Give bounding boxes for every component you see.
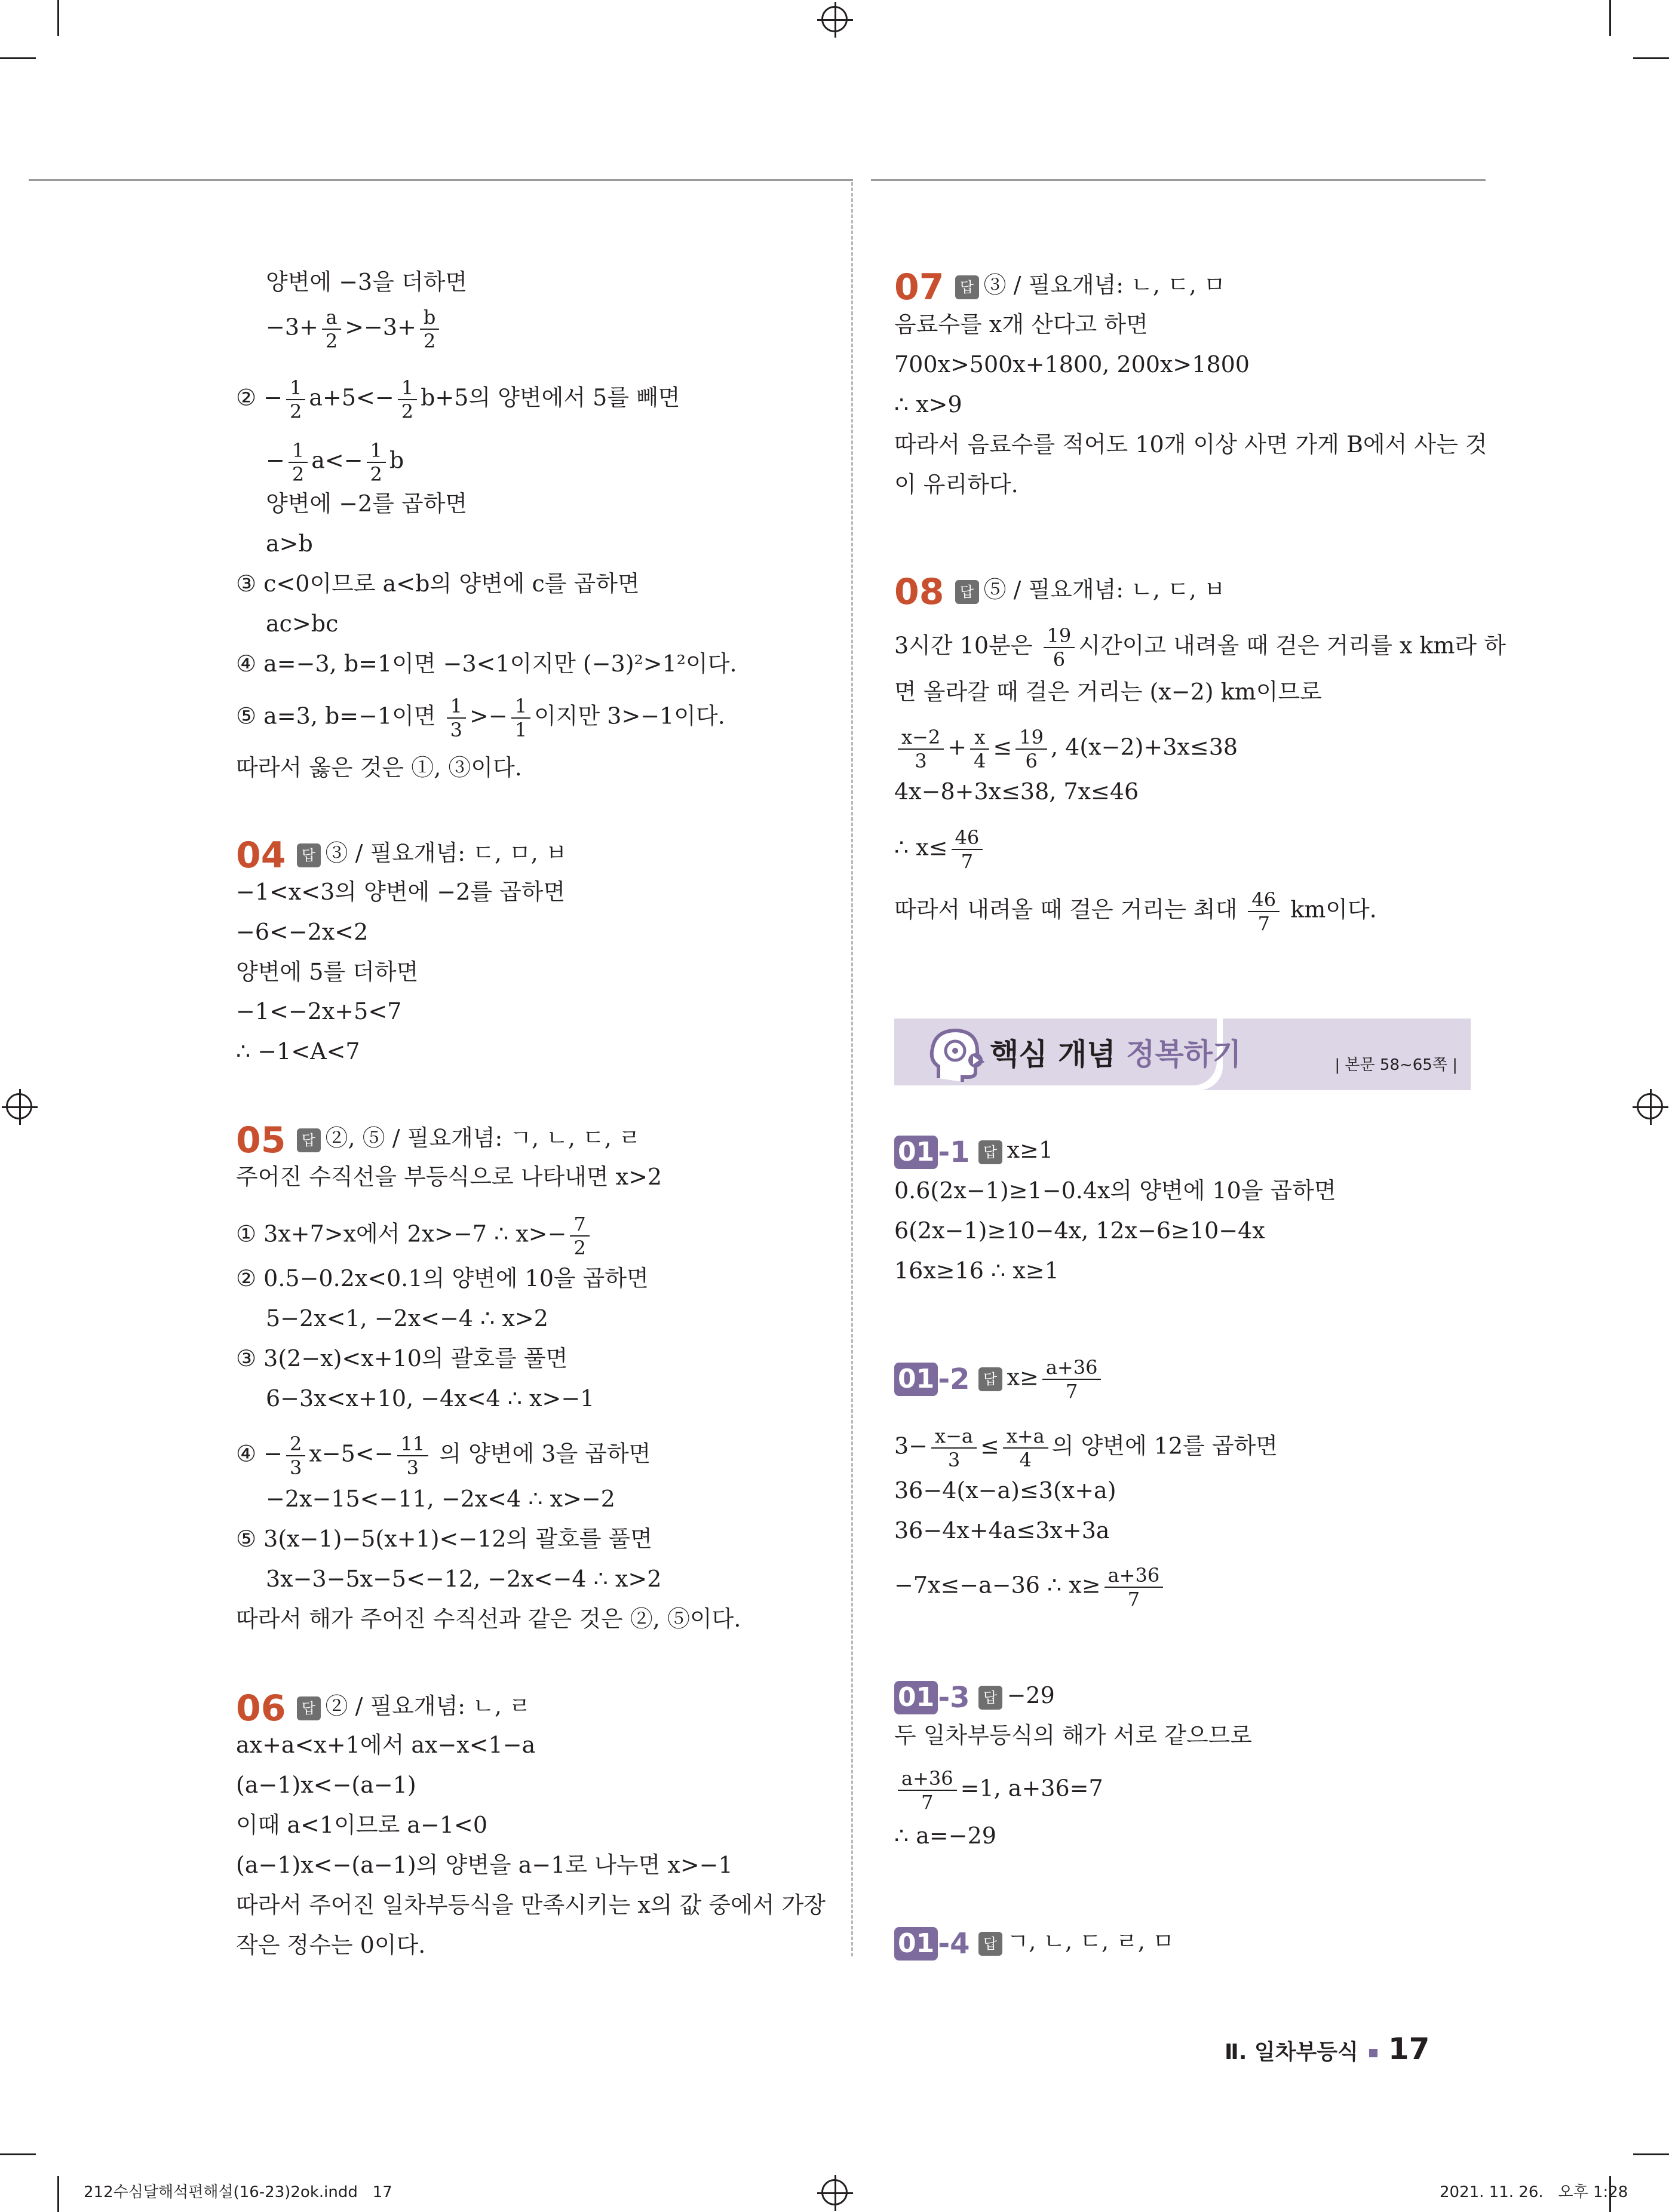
problem-suffix: -3 bbox=[938, 1680, 970, 1714]
chapter-label: Ⅱ. 일차부등식 bbox=[1225, 2040, 1358, 2064]
question-header bbox=[894, 266, 1226, 308]
text-line: ∴ −1<A<7 bbox=[236, 1038, 360, 1064]
text-line: −1<−2x+5<7 bbox=[236, 998, 402, 1024]
text-line: 양변에 −2를 곱하면 bbox=[266, 490, 468, 517]
crop-mark bbox=[57, 0, 59, 36]
page-reference: | 본문 58~65쪽 | bbox=[1334, 1056, 1458, 1074]
math-line: 따라서 내려올 때 걸은 거리는 최대 $\frac{46}{7}$ km이다. bbox=[894, 888, 1377, 935]
text-line: ③ 3(2−x)<x+10의 괄호를 풀면 bbox=[236, 1345, 568, 1372]
answer-badge: 답 bbox=[978, 1686, 1002, 1710]
text-line: ⑤ 3(x−1)−5(x+1)<−12의 괄호를 풀면 bbox=[236, 1526, 652, 1552]
text-line: 두 일차부등식의 해가 서로 같으므로 bbox=[894, 1722, 1252, 1748]
answer-text: −29 bbox=[1007, 1682, 1055, 1708]
answer-text: x≥1 bbox=[1007, 1137, 1054, 1163]
answer-badge: 답 bbox=[297, 843, 321, 867]
text-line: ax+a<x+1에서 ax−x<1−a bbox=[236, 1732, 536, 1758]
text-line: 36−4(x−a)≤3(x+a) bbox=[894, 1477, 1116, 1504]
question-number: 07 bbox=[894, 266, 944, 308]
problem-suffix: -2 bbox=[938, 1363, 970, 1396]
problem-badge: 01 bbox=[894, 1681, 938, 1714]
text-line: 6−3x<x+10, −4x<4 ∴ x>−1 bbox=[266, 1385, 595, 1412]
text-line: 따라서 옳은 것은 ①, ③이다. bbox=[236, 754, 522, 781]
text-line: (a−1)x<−(a−1) bbox=[236, 1772, 416, 1798]
section-banner bbox=[894, 1018, 1471, 1090]
text-line: 따라서 음료수를 적어도 10개 이상 사면 가게 B에서 사는 것 bbox=[894, 431, 1487, 458]
crop-mark bbox=[0, 2153, 36, 2155]
problem-header bbox=[894, 1132, 1053, 1170]
crop-mark bbox=[1633, 57, 1669, 59]
problem-badge: 01 bbox=[894, 1927, 938, 1961]
problem-badge: 01 bbox=[894, 1136, 938, 1169]
answer-badge: 답 bbox=[978, 1140, 1002, 1164]
text-line: a>b bbox=[266, 530, 313, 557]
problem-badge: 01 bbox=[894, 1363, 938, 1396]
text-line: 따라서 해가 주어진 수직선과 같은 것은 ②, ⑤이다. bbox=[236, 1606, 741, 1632]
text-line: −1<x<3의 양변에 −2를 곱하면 bbox=[236, 879, 566, 905]
header-rule-right bbox=[871, 179, 1486, 181]
text-line: 작은 정수는 0이다. bbox=[236, 1932, 426, 1958]
footer-filename: 212수심달해석편해설(16-23)2ok.indd 17 bbox=[84, 2183, 392, 2201]
text-line: ∴ x>9 bbox=[894, 391, 962, 418]
text-line: ③ c<0이므로 a<b의 양변에 c를 곱하면 bbox=[236, 570, 640, 597]
text-line: 16x≥16 ∴ x≥1 bbox=[894, 1257, 1059, 1284]
math-line: − $\frac{1}{2}$ a<− $\frac{1}{2}$ b bbox=[266, 439, 404, 486]
math-line: 3시간 10분은 $\frac{19}{6}$ 시간이고 내려올 때 걷은 거리를 x km라 하 bbox=[894, 624, 1506, 671]
math-line: −7x≤−a−36 ∴ x≥ $\frac{a+36}{7}$ bbox=[894, 1564, 1167, 1610]
text-line: 이때 a<1이므로 a−1<0 bbox=[236, 1812, 488, 1838]
question-header bbox=[236, 1119, 641, 1161]
answer-text: ③ / 필요개념: ㄷ, ㅁ, ㅂ bbox=[325, 840, 567, 866]
text-line: 5−2x<1, −2x<−4 ∴ x>2 bbox=[266, 1305, 548, 1332]
math-line: ⑤ a=3, b=−1이면 $\frac{1}{3}$ >− $\frac{1}{1}$ 이지만 3>−1이다. bbox=[236, 695, 725, 741]
column-divider bbox=[851, 182, 853, 1956]
answer-badge: 답 bbox=[978, 1932, 1002, 1956]
problem-header: 01 -2 답 x≥ $\frac{a+36}{7}$ bbox=[894, 1356, 1105, 1403]
question-number: 05 bbox=[236, 1119, 286, 1161]
head-icon bbox=[926, 1024, 986, 1084]
question-header bbox=[236, 1687, 531, 1729]
answer-badge: 답 bbox=[297, 1128, 321, 1152]
crop-mark bbox=[1609, 0, 1611, 36]
problem-suffix: -4 bbox=[938, 1926, 970, 1961]
footer-timestamp: 2021. 11. 26. 오후 1:28 bbox=[1440, 2183, 1628, 2201]
math-line: $\frac{x-2}{3}$ + $\frac{x}{4}$ ≤ $\frac{19}{6}$ , 4(x−2)+3x≤38 bbox=[894, 726, 1238, 772]
math-line: ∴ x≤ $\frac{46}{7}$ bbox=[894, 826, 986, 873]
registration-mark-right bbox=[1637, 1093, 1663, 1119]
answer-text: ⑤ / 필요개념: ㄴ, ㄷ, ㅂ bbox=[983, 576, 1226, 603]
problem-header bbox=[894, 1923, 1174, 1962]
text-line: 양변에 −3을 더하면 bbox=[266, 269, 468, 295]
header-rule bbox=[29, 179, 853, 181]
text-line: −2x−15<−11, −2x<4 ∴ x>−2 bbox=[266, 1486, 615, 1512]
math-line: ④ − $\frac{2}{3}$ x−5<− $\frac{11}{3}$ 의 양변에 3을 곱하면 bbox=[236, 1432, 651, 1479]
question-header bbox=[236, 834, 567, 876]
text-line: 양변에 5를 더하면 bbox=[236, 959, 419, 985]
text-line: −6<−2x<2 bbox=[236, 919, 369, 945]
question-number: 04 bbox=[236, 834, 286, 876]
math-line: ② − $\frac{1}{2}$ a+5<− $\frac{1}{2}$ b+5의 양변에서 5를 빼면 bbox=[236, 376, 680, 423]
answer-text: ③ / 필요개념: ㄴ, ㄷ, ㅁ bbox=[983, 272, 1226, 298]
text-line: 주어진 수직선을 부등식으로 나타내면 x>2 bbox=[236, 1164, 662, 1190]
answer-badge: 답 bbox=[978, 1367, 1002, 1391]
answer-badge: 답 bbox=[955, 275, 979, 299]
text-line: ④ a=−3, b=1이면 −3<1이지만 (−3)²>1²이다. bbox=[236, 651, 737, 677]
registration-mark-bottom bbox=[821, 2179, 848, 2205]
math-line: ① 3x+7>x에서 2x>−7 ∴ x>− $\frac{7}{2}$ bbox=[236, 1213, 593, 1259]
text-line: ac>bc bbox=[266, 610, 339, 637]
question-number: 06 bbox=[236, 1687, 286, 1729]
crop-mark bbox=[1633, 2153, 1669, 2155]
answer-badge: 답 bbox=[955, 580, 979, 604]
page-number: 17 bbox=[1388, 2032, 1430, 2066]
text-line: 36−4x+4a≤3x+3a bbox=[894, 1517, 1110, 1544]
crop-mark bbox=[0, 57, 36, 59]
text-line: ② 0.5−0.2x<0.1의 양변에 10을 곱하면 bbox=[236, 1265, 649, 1291]
answer-text: ㄱ, ㄴ, ㄷ, ㄹ, ㅁ bbox=[1007, 1928, 1174, 1955]
math-line: $\frac{a+36}{7}$ =1, a+36=7 bbox=[894, 1767, 1103, 1814]
question-header bbox=[894, 570, 1226, 613]
text-line: 4x−8+3x≤38, 7x≤46 bbox=[894, 778, 1139, 805]
text-line: 0.6(2x−1)≥1−0.4x의 양변에 10을 곱하면 bbox=[894, 1177, 1336, 1204]
math-line: 3− $\frac{x-a}{3}$ ≤ $\frac{x+a}{4}$ 의 양변에 12를 곱하면 bbox=[894, 1425, 1278, 1471]
banner-title: 핵심 개념 정복하기 bbox=[990, 1037, 1242, 1072]
question-number: 08 bbox=[894, 570, 944, 613]
text-line: ∴ a=−29 bbox=[894, 1823, 996, 1849]
registration-mark-left bbox=[6, 1093, 32, 1119]
problem-header bbox=[894, 1677, 1055, 1716]
text-line: 이 유리하다. bbox=[894, 471, 1018, 498]
text-line: (a−1)x<−(a−1)의 양변을 a−1로 나누면 x>−1 bbox=[236, 1852, 733, 1878]
text-line: 700x>500x+1800, 200x>1800 bbox=[894, 351, 1250, 378]
answer-text: ②, ⑤ / 필요개념: ㄱ, ㄴ, ㄷ, ㄹ bbox=[325, 1125, 641, 1151]
text-line: 3x−3−5x−5<−12, −2x<−4 ∴ x>2 bbox=[266, 1566, 662, 1592]
footer-square bbox=[1369, 2049, 1377, 2057]
answer-text: ② / 필요개념: ㄴ, ㄹ bbox=[325, 1693, 531, 1719]
text-line: 음료수를 x개 산다고 하면 bbox=[894, 311, 1148, 338]
text-line: 면 올라갈 때 걸은 거리는 (x−2) km이므로 bbox=[894, 679, 1322, 705]
crop-mark bbox=[57, 2176, 59, 2212]
footer-chapter bbox=[1225, 2034, 1429, 2067]
answer-badge: 답 bbox=[297, 1696, 321, 1720]
registration-mark-top bbox=[821, 6, 848, 32]
text-line: 따라서 주어진 일차부등식을 만족시키는 x의 값 중에서 가장 bbox=[236, 1892, 826, 1918]
math-line: −3+ $\frac{a}{2}$ >−3+ $\frac{b}{2}$ bbox=[266, 306, 443, 352]
text-line: 6(2x−1)≥10−4x, 12x−6≥10−4x bbox=[894, 1217, 1265, 1244]
problem-suffix: -1 bbox=[938, 1135, 970, 1169]
